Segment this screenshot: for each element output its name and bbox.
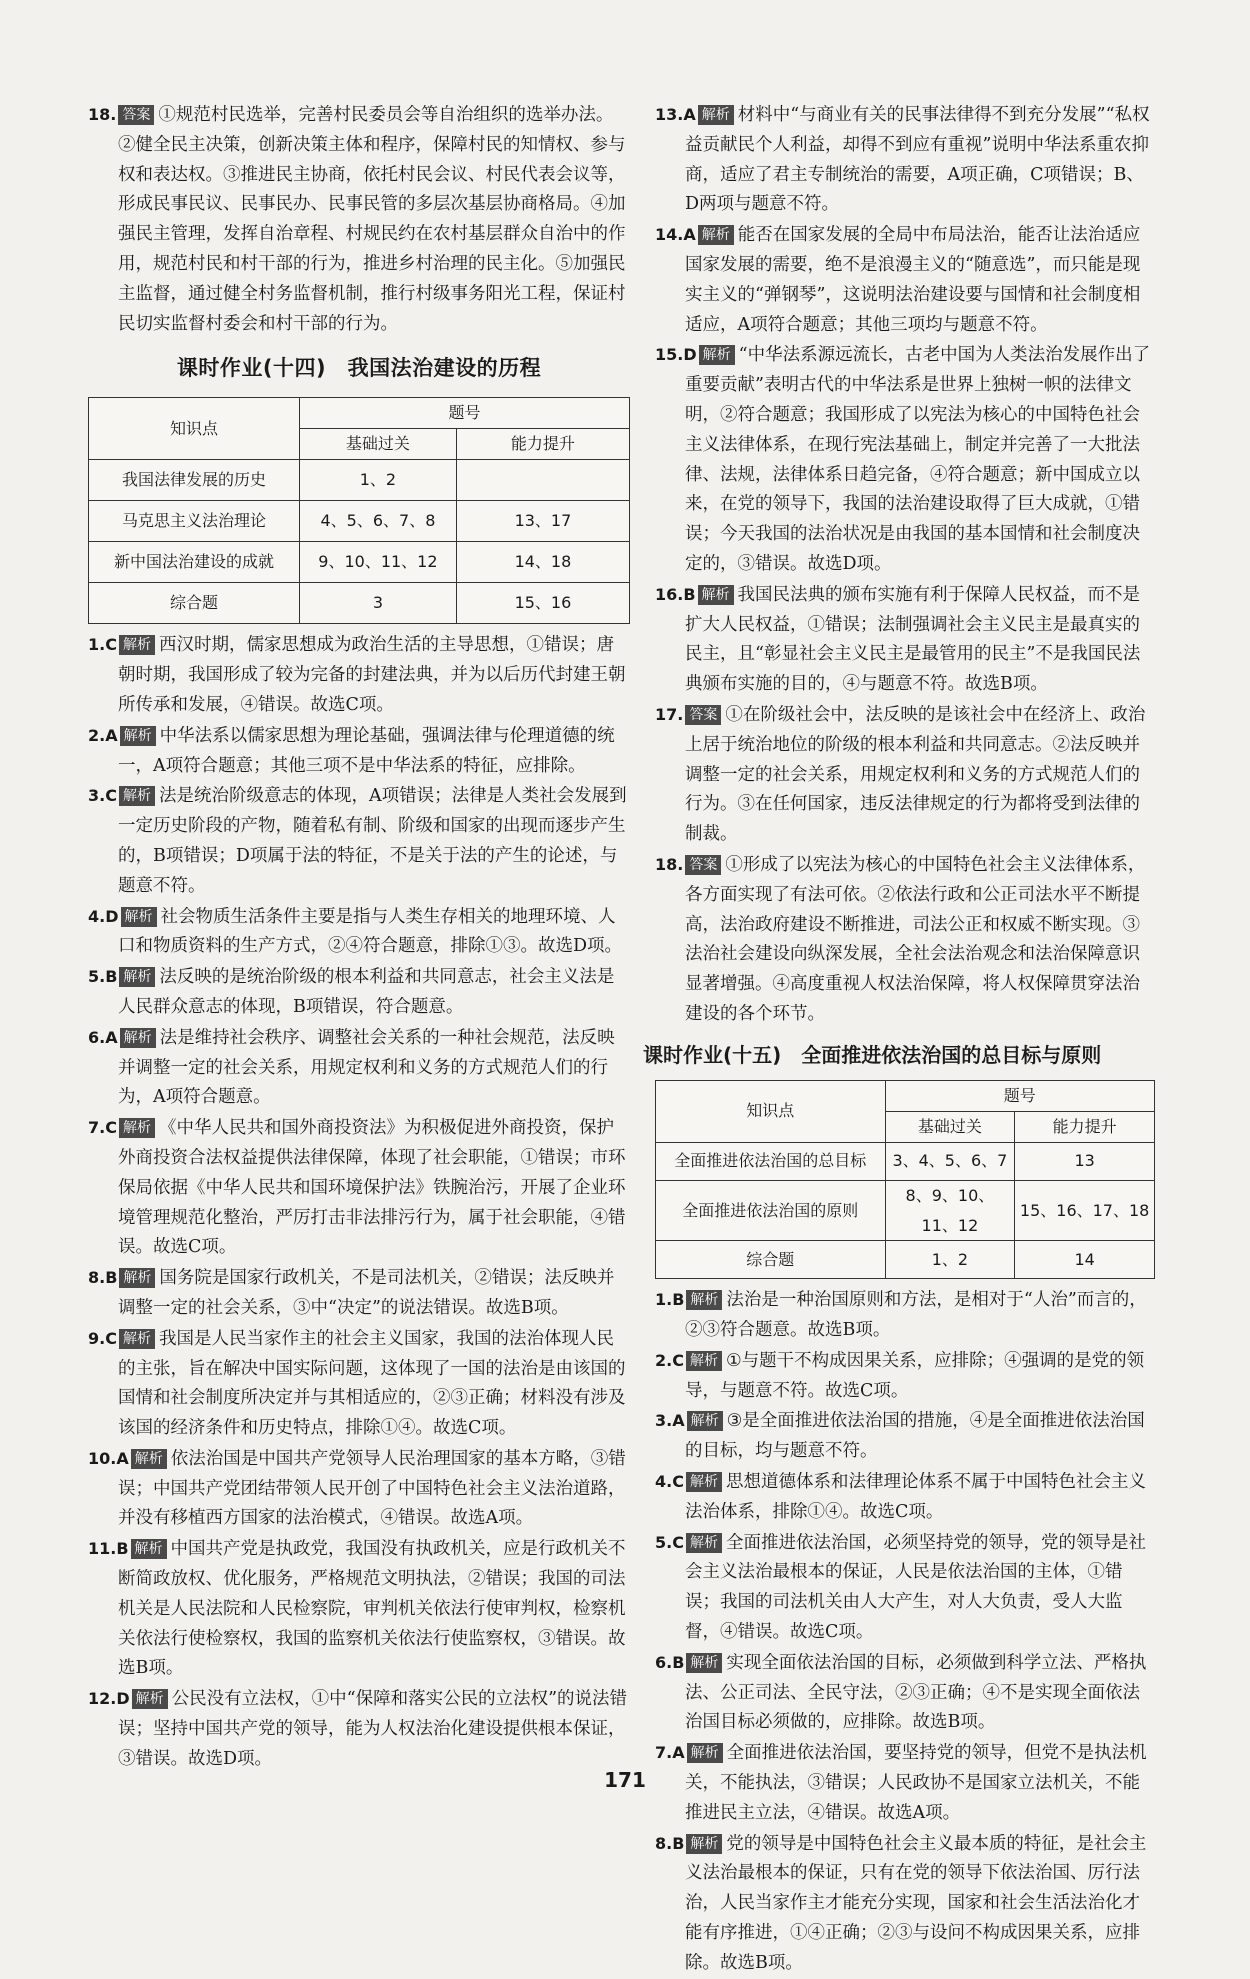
header-ability: 能力提升 [1015, 1111, 1155, 1142]
section-title-15: 课时作业(十五) 全面推进依法治国的总目标与原则 [643, 1042, 1102, 1067]
analysis-tag: 解析 [699, 345, 735, 365]
item-text: 中国共产党是执政党，我国没有执政机关，应是行政机关不断简政放权、优化服务，严格规范文明执法，②错误；我国的司法机关是人民法院和人民检察院，审判机关依法行使审判权，检察机关依法行使检察权，我国的监察机关依法行使监察权，③错误。故选B项。 [118, 1539, 626, 1679]
item-number: 7.A [655, 1743, 685, 1763]
answer-tag: 答案 [685, 855, 721, 875]
item-text: 党的领导是中国特色社会主义最本质的特征，是社会主义法治最根本的保证，只有在党的领导下依法治国、厉行法治，人民当家作主才能充分实现，国家和社会生活法治化才能有序推进，①④正确；②③与设问不构成因果关系，应排除。故选B项。 [685, 1833, 1147, 1973]
cell-basic: 3 [299, 583, 456, 624]
analysis-tag: 解析 [698, 585, 734, 605]
answer-item [655, 580, 1155, 700]
item-text: 《中华人民共和国外商投资法》为积极促进外商投资，保护外商投资合法权益提供法律保障，体现了社会职能，①错误；市环保局依据《中华人民共和国环境保护法》铁腕治污，开展了企业环境管理规范化整治，严厉打击非法排污行为，属于社会职能，④错误。故选C项。 [118, 1118, 626, 1258]
cell-basic: 3、4、5、6、7 [885, 1142, 1015, 1180]
item-number: 7.C [88, 1118, 117, 1138]
item-text: 思想道德体系和法律理论体系不属于中国特色社会主义法治体系，排除①④。故选C项。 [685, 1472, 1146, 1522]
section-title-14: 课时作业(十四) 我国法治建设的历程 [176, 356, 542, 381]
section14-items [88, 630, 630, 1774]
item-text: ③是全面推进依法治国的措施，④是全面推进依法治国的目标，均与题意不符。 [685, 1411, 1145, 1462]
item-number: 16.B [655, 584, 696, 604]
answer-item [655, 700, 1155, 850]
item-text: ①规范村民选举，完善村民委员会等自治组织的选举办法。②健全民主决策，创新决策主体和程序，保障村民的知情权、参与权和表达权。③推进民主协商，依托村民会议、村民代表会议等，形成民事民议、民事民办、民事民管的多层次基层协商格局。④加强民主管理，发挥自治章程、村规民约在农村基层群众自治中的作用，规范村民和村干部的行为，推进乡村治理的民主化。⑤加强民主监督，通过健全村务监督机制，推行村级事务阳光工程，保证村民切实监督村委会和村干部的行为。 [118, 105, 626, 334]
item-number: 18. [88, 105, 117, 124]
analysis-tag: 解析 [686, 1472, 722, 1492]
cell-knowledge: 全面推进依法治国的原则 [656, 1180, 886, 1241]
analysis-tag: 解析 [686, 1290, 722, 1310]
answer-item [655, 1648, 1155, 1738]
analysis-tag: 解析 [131, 1539, 167, 1559]
item-number: 10.A [88, 1448, 129, 1468]
table-row [656, 1180, 1155, 1241]
knowledge-table-14 [88, 397, 630, 624]
item-number: 12.D [88, 1689, 130, 1709]
item-text: 法是维持社会秩序、调整社会关系的一种社会规范，法反映并调整一定的社会关系，用规定权利和义务的方式规范人们的行为，A项符合题意。 [118, 1027, 615, 1108]
right-column [643, 100, 1155, 1979]
item-text: ①与题干不构成因果关系，应排除；④强调的是党的领导，与题意不符。故选C项。 [685, 1350, 1145, 1401]
table-row [89, 583, 630, 624]
header-question: 题号 [299, 398, 629, 429]
answer-item [655, 1829, 1155, 1979]
item-number: 11.B [88, 1539, 129, 1559]
header-basic: 基础过关 [299, 429, 456, 460]
answer-item [655, 1285, 1155, 1346]
answer-item [655, 340, 1155, 579]
answer-item [88, 1263, 630, 1324]
knowledge-table-15 [655, 1080, 1155, 1280]
answer-item [88, 1324, 630, 1444]
cell-basic: 9、10、11、12 [299, 542, 456, 583]
answer-item [655, 850, 1155, 1030]
item-number: 2.C [655, 1350, 684, 1370]
answer-item [88, 1113, 630, 1263]
answer-item [88, 781, 630, 901]
answer-item [88, 1684, 630, 1774]
answer-item [88, 1534, 630, 1684]
header-question: 题号 [885, 1080, 1154, 1111]
cell-ability: 13 [1015, 1142, 1155, 1180]
cell-basic: 1、2 [885, 1241, 1015, 1279]
item-number: 2.A [88, 725, 118, 745]
section15-items [655, 1285, 1155, 1978]
cell-ability: 15、16、17、18 [1015, 1180, 1155, 1241]
item-number: 4.C [655, 1472, 684, 1492]
table-row [89, 460, 630, 501]
item-number: 3.A [655, 1411, 685, 1431]
answer-item-18 [88, 100, 630, 339]
answer-item [88, 721, 630, 782]
item-number: 4.D [88, 906, 119, 926]
answer-item [88, 902, 630, 963]
item-text: 能否在国家发展的全局中布局法治，能否让法治适应国家发展的需要，绝不是浪漫主义的“随意选”，而只能是现实主义的“弹钢琴”，这说明法治建设要与国情和社会制度相适应，A项符合题意；其他三项均与题意不符。 [685, 225, 1141, 335]
analysis-tag: 解析 [687, 1411, 723, 1431]
analysis-tag: 解析 [119, 967, 155, 987]
cell-ability: 15、16 [456, 583, 629, 624]
item-text: 材料中“与商业有关的民事法律得不到充分发展”“私权益贡献民个人利益，却得不到应有重视”说明中华法系重农抑商，适应了君主专制统治的需要，A项正确，C项错误；B、D两项与题意不符。 [685, 105, 1150, 215]
item-number: 18. [655, 854, 684, 874]
cell-ability: 14 [1015, 1241, 1155, 1279]
answer-item [655, 220, 1155, 340]
header-knowledge: 知识点 [656, 1080, 886, 1142]
item-text: 我国民法典的颁布实施有利于保障人民权益，而不是扩大人民权益，①错误；法制强调社会主义民主是最真实的民主，且“彰显社会主义民主是最管用的民主”不是我国民法典颁布实施的目的，④与题意不符。故选B项。 [685, 584, 1141, 695]
item-text: ①形成了以宪法为核心的中国特色社会主义法律体系，各方面实现了有法可依。②依法行政和公正司法水平不断提高，法治政府建设不断推进，司法公正和权威不断实现。③法治社会建设向纵深发展，全社会法治观念和法治保障意识显著增强。④高度重视人权法治保障，将人权保障贯穿法治建设的各个环节。 [685, 854, 1146, 1024]
item-text: 社会物质生活条件主要是指与人类生存相关的地理环境、人口和物质资料的生产方式，②④符合题意，排除①③。故选D项。 [118, 906, 623, 957]
item-text: ①在阶级社会中，法反映的是该社会中在经济上、政治上居于统治地位的阶级的根本利益和共同意志。②法反映并调整一定的社会关系，用规定权利和义务的方式规范人们的行为。③在任何国家，违反法律规定的行为都将受到法律的制裁。 [685, 704, 1146, 845]
header-ability: 能力提升 [456, 429, 629, 460]
analysis-tag: 解析 [686, 1653, 722, 1673]
header-knowledge: 知识点 [89, 398, 300, 460]
answer-item [88, 1023, 630, 1113]
analysis-tag: 解析 [132, 1689, 168, 1709]
item-text: 我国是人民当家作主的社会主义国家，我国的法治体现人民的主张，旨在解决中国实际问题，这体现了一国的法治是由该国的国情和社会制度所决定并与其相适应的，②③正确；材料没有涉及该国的经济条件和历史特点，排除①④。故选C项。 [118, 1328, 626, 1439]
item-number: 1.C [88, 635, 117, 655]
left-column [88, 100, 630, 1775]
answer-item [655, 1346, 1155, 1407]
item-number: 9.C [88, 1328, 117, 1348]
page-number: 171 [604, 1768, 646, 1792]
item-text: 西汉时期，儒家思想成为政治生活的主导思想，①错误；唐朝时期，我国形成了较为完备的封建法典，并为以后历代封建王朝所传承和发展，④错误。故选C项。 [118, 635, 626, 715]
item-number: 5.B [88, 967, 118, 987]
item-number: 1.B [655, 1290, 685, 1310]
analysis-tag: 解析 [131, 1449, 167, 1469]
answer-item [655, 1528, 1155, 1648]
item-number: 6.B [655, 1652, 685, 1672]
item-number: 13.A [655, 105, 696, 124]
analysis-tag: 解析 [120, 726, 156, 746]
table-row [89, 542, 630, 583]
cell-ability: 13、17 [456, 501, 629, 542]
item-number: 5.C [655, 1532, 684, 1552]
answer-item [655, 1406, 1155, 1467]
answer-item [655, 100, 1155, 220]
analysis-tag: 解析 [698, 225, 734, 245]
analysis-tag: 解析 [686, 1834, 722, 1854]
cell-basic: 8、9、10、11、12 [885, 1180, 1015, 1241]
analysis-tag: 解析 [119, 786, 155, 806]
analysis-tag: 解析 [686, 1351, 722, 1371]
cell-knowledge: 综合题 [656, 1241, 886, 1279]
item-text: 中华法系以儒家思想为理论基础，强调法律与伦理道德的统一，A项符合题意；其他三项不是中华法系的特征，应排除。 [118, 725, 615, 776]
header-basic: 基础过关 [885, 1111, 1015, 1142]
item-number: 8.B [88, 1268, 118, 1288]
analysis-tag: 解析 [119, 1329, 155, 1349]
table-row [656, 1241, 1155, 1279]
table-row [656, 1142, 1155, 1180]
cell-knowledge: 全面推进依法治国的总目标 [656, 1142, 886, 1180]
cell-ability: 14、18 [456, 542, 629, 583]
item-number: 14.A [655, 225, 696, 245]
answer-item [655, 1467, 1155, 1528]
item-text: 法是统治阶级意志的体现，A项错误；法律是人类社会发展到一定历史阶段的产物，随着私有制、阶级和国家的出现而逐步产生的，B项错误；D项属于法的特征，不是关于法的产生的论述，与题意不符。 [118, 786, 627, 896]
item-number: 3.C [88, 786, 117, 806]
item-number: 8.B [655, 1833, 685, 1853]
item-text: 法反映的是统治阶级的根本利益和共同意志，社会主义法是人民群众意志的体现，B项错误，符合题意。 [118, 967, 615, 1017]
analysis-tag: 解析 [698, 105, 734, 125]
analysis-tag: 解析 [119, 1268, 155, 1288]
answer-item [88, 962, 630, 1023]
item-text: 全面推进依法治国，必须坚持党的领导，党的领导是社会主义法治最根本的保证，人民是依法治国的主体，①错误；我国的司法机关由人大产生，对人大负责，受人大监督，④错误。故选C项。 [685, 1532, 1146, 1643]
item-number: 6.A [88, 1027, 118, 1047]
cell-knowledge: 综合题 [89, 583, 300, 624]
analysis-tag: 解析 [119, 1118, 155, 1138]
analysis-tag: 解析 [686, 1533, 722, 1553]
item-text: 依法治国是中国共产党领导人民治理国家的基本方略，③错误；中国共产党团结带领人民开创了中国特色社会主义法治道路，并没有移植西方国家的法治模式，④错误。故选A项。 [118, 1448, 626, 1529]
item-number: 17. [655, 704, 684, 724]
item-text: 公民没有立法权，①中“保障和落实公民的立法权”的说法错误；坚持中国共产党的领导，能为人权法治化建设提供根本保证，③错误。故选D项。 [118, 1689, 628, 1769]
cell-basic: 1、2 [299, 460, 456, 501]
table-row [89, 501, 630, 542]
cell-knowledge: 我国法律发展的历史 [89, 460, 300, 501]
analysis-tag: 解析 [120, 1028, 156, 1048]
answer-item [88, 630, 630, 720]
cell-knowledge: 新中国法治建设的成就 [89, 542, 300, 583]
analysis-tag: 解析 [119, 635, 155, 655]
right-items [655, 100, 1155, 1030]
cell-knowledge: 马克思主义法治理论 [89, 501, 300, 542]
item-text: 全面推进依法治国，要坚持党的领导，但党不是执法机关，不能执法，③错误；人民政协不是国家立法机关，不能推进民主立法，④错误。故选A项。 [685, 1743, 1147, 1823]
answer-tag: 答案 [685, 705, 721, 725]
cell-basic: 4、5、6、7、8 [299, 501, 456, 542]
item-number: 15.D [655, 345, 697, 365]
item-text: “中华法系源远流长，古老中国为人类法治发展作出了重要贡献”表明古代的中华法系是世界上独树一帜的法律文明，②符合题意；我国形成了以宪法为核心的中国特色社会主义法律体系，在现行宪法基础上，制定并完善了一大批法律、法规，法律体系日趋完备，④符合题意；新中国成立以来，在党的领导下，我国的法治建设取得了巨大成就，①错误；今天我国的法治状况是由我国的基本国情和社会制度决定的，③错误。故选D项。 [685, 345, 1151, 574]
cell-ability [456, 460, 629, 501]
analysis-tag: 解析 [687, 1743, 723, 1763]
answer-tag: 答案 [118, 105, 154, 125]
item-text: 法治是一种治国原则和方法，是相对于“人治”而言的，②③符合题意。故选B项。 [685, 1290, 1147, 1341]
answer-item [88, 1444, 630, 1534]
item-text: 国务院是国家行政机关，不是司法机关，②错误；法反映并调整一定的社会关系，③中“决定”的说法错误。故选B项。 [118, 1268, 615, 1318]
item-text: 实现全面依法治国的目标，必须做到科学立法、严格执法、公正司法、全民守法，②③正确；④不是实现全面依法治国目标必须做的，应排除。故选B项。 [685, 1652, 1147, 1733]
analysis-tag: 解析 [121, 907, 157, 927]
